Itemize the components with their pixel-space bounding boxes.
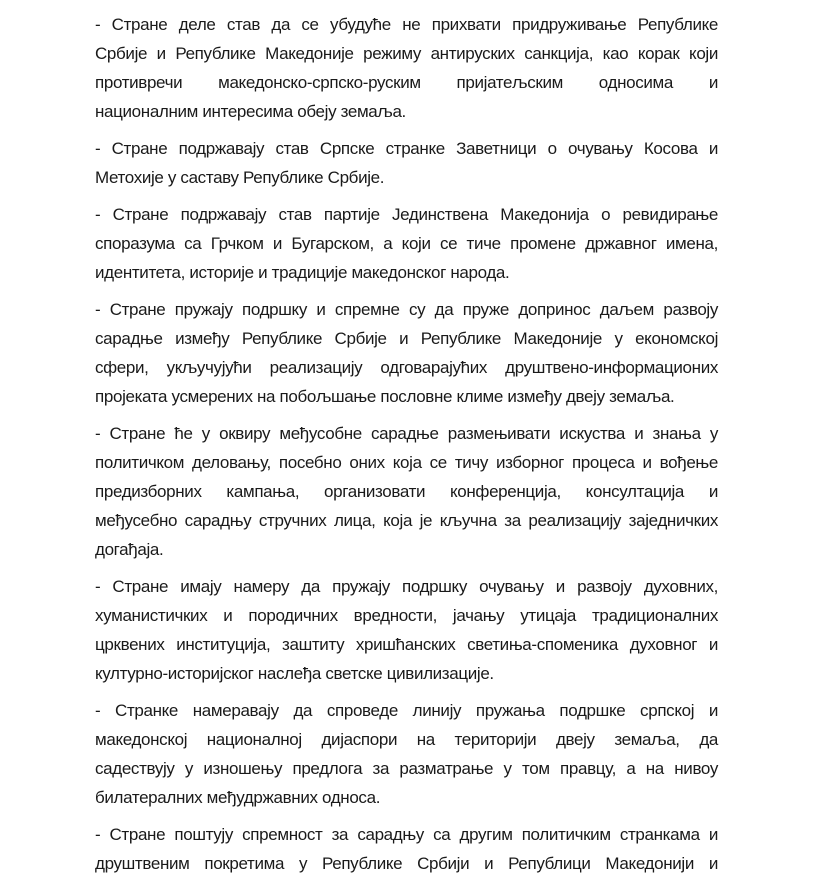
text-line: - Стране деле став да се убудуће не прихвати придруживање Републике <box>95 15 718 34</box>
text-line: - Стране подржавају став Српске странке Заветници о очувању Косова и <box>95 139 718 158</box>
text-line: сарадње између Републике Србије и Републике Македоније у економској <box>95 329 718 348</box>
text-line: - Стране имају намеру да пружају подршку очувању и развоју духовних, <box>95 577 718 596</box>
paragraph-economic-cooperation <box>95 295 718 411</box>
text-line: хуманистичких и породичних вредности, јачању утицаја традиционалних <box>95 606 718 625</box>
text-line: билатералних међудржавних односа. <box>95 788 381 807</box>
text-line: - Стране поштују спремност за сарадњу са другим политичким странкама и <box>95 825 718 844</box>
text-line: политичком деловању, посебно оних која се тичу изборног процеса и вођење <box>95 453 718 472</box>
text-line: друштвеним покретима у Републике Србији и Републици Македонији и <box>95 854 718 873</box>
text-line: Србије и Републике Македоније режиму антируских санкција, као корак који <box>95 44 718 63</box>
text-line: међусебно сарадњу стручних лица, која је кључна за реализацију заједничких <box>95 511 718 530</box>
text-line: македонској националној дијаспори на територији двеју земаља, да <box>95 730 718 749</box>
text-line: садествују у изношењу предлога за разматрање у том правцу, а на нивоу <box>95 759 718 778</box>
text-line: културно-историјског наслеђа светске цивилизације. <box>95 664 494 683</box>
paragraph-agreement-revision <box>95 200 718 287</box>
text-line: - Стране ће у оквиру међусобне сарадње размењивати искуства и знања у <box>95 424 718 443</box>
paragraph-kosovo <box>95 134 718 192</box>
paragraph-diaspora <box>95 696 718 812</box>
text-line: црквених институција, заштиту хришћанских светиња-споменика духовног и <box>95 635 718 654</box>
text-line: противречи македонско-српско-руским пријатељским односима и <box>95 73 718 92</box>
document-page <box>95 10 718 886</box>
text-line: националним интересима обеју земаља. <box>95 102 406 121</box>
paragraph-other-parties <box>95 820 718 878</box>
text-line: идентитета, историје и традиције македонског народа. <box>95 263 510 282</box>
paragraph-sanctions <box>95 10 718 126</box>
text-line: предизборних кампања, организовати конференција, консултација и <box>95 482 718 501</box>
text-line: Метохије у саставу Републике Србије. <box>95 168 385 187</box>
text-line: - Стране пружају подршку и спремне су да пруже допринос даљем развоју <box>95 300 718 319</box>
text-line: споразума са Грчком и Бугарском, а који се тиче промене државног имена, <box>95 234 718 253</box>
paragraph-political-experience <box>95 419 718 564</box>
paragraph-spiritual-values <box>95 572 718 688</box>
text-line: догађаја. <box>95 540 164 559</box>
text-line: - Стране подржавају став партије Јединствена Македонија о ревидирање <box>95 205 718 224</box>
text-line: сфери, укључујући реализацију одговарајућих друштвено-информационих <box>95 358 718 377</box>
text-line: - Странке намеравају да спроведе линију пружања подршке српској и <box>95 701 718 720</box>
text-line: пројеката усмерених на побољшање пословне климе између двеју земаља. <box>95 387 675 406</box>
